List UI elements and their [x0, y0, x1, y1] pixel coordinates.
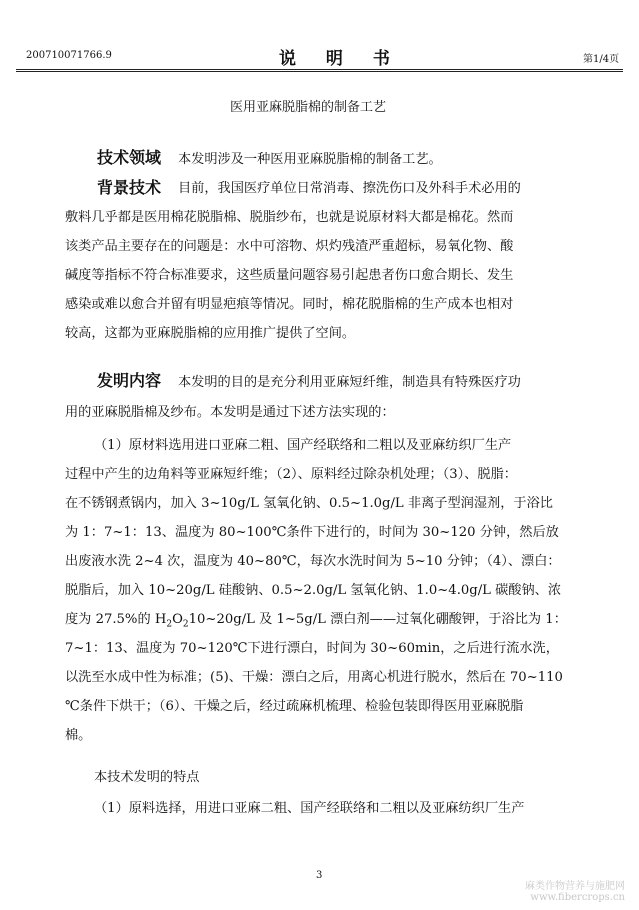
header-rule: [16, 69, 623, 70]
header-rule-secondary: [16, 71, 623, 72]
document-title: 说 明 书: [279, 49, 402, 69]
watermark: [510, 881, 625, 903]
features-heading: 本技术发明的特点: [94, 770, 200, 785]
background-line: 敷料几乎都是医用棉花脱脂棉、脱脂纱布，也就是说原材料大都是棉花。然而: [65, 210, 514, 225]
tech-field-text: 本发明涉及一种医用亚麻脱脂棉的制备工艺。: [178, 152, 442, 167]
background-line: 感染或难以愈合并留有明显疤痕等情况。同时，棉花脱脂棉的生产成本也相对: [65, 297, 514, 312]
content-line: 为 1：7~1：13、温度为 80~100℃条件下进行的，时间为 30~120 分钟，然后放: [65, 525, 559, 540]
content-line: 出废液水洗 2~4 次，温度为 40~80℃，每次水洗时间为 5~10 分钟；（4）、漂白：: [65, 554, 561, 569]
background-line: 较高，这都为亚麻脱脂棉的应用推广提供了空间。: [65, 326, 356, 341]
background-line: 该类产品主要存在的问题是：水中可溶物、炽灼残渣严重超标，易氧化物、酸: [65, 239, 514, 254]
content-text: 度为 27.5%的 H: [65, 612, 167, 627]
content-line: [65, 608, 567, 630]
content-heading: 发明内容: [97, 371, 162, 390]
features-line: （1）原料选择，用进口亚麻二粗、国产经联络和二粗以及亚麻纺织厂生产: [94, 801, 525, 816]
page-label: 第1/4页: [583, 54, 620, 65]
content-line: 在不锈钢煮锅内，加入 3~10g/L 氢氧化钠、0.5~1.0g/L 非离子型润湿剂，于浴比: [65, 496, 553, 511]
content-line: 以洗至水成中性为标准；(5)、干燥：漂白之后，用离心机进行脱水，然后在 70~110: [65, 670, 563, 685]
subscript: 2: [182, 619, 189, 630]
content-line: 过程中产生的边角料等亚麻短纤维；（2）、原料经过除杂机处理；（3）、脱脂：: [65, 467, 517, 482]
patent-number: 200710071766.9: [26, 50, 112, 61]
tech-field-heading: 技术领域: [97, 148, 162, 167]
background-line: 碱度等指标不符合标准要求，这些质量问题容易引起患者伤口愈合期长、发生: [65, 268, 514, 283]
watermark-line: 麻类作物营养与施肥网: [525, 881, 625, 892]
background-heading: 背景技术: [97, 178, 162, 197]
content-line: 用的亚麻脱脂棉及纱布。本发明是通过下述方法实现的：: [65, 405, 395, 420]
invention-title: 医用亚麻脱脂棉的制备工艺: [230, 100, 387, 115]
content-line: （1）原材料选用进口亚麻二粗、国产经联络和二粗以及亚麻纺织厂生产: [94, 438, 512, 453]
content-text: 10~20g/L 及 1~5g/L 漂白剂——过氧化硼酸钾，于浴比为 1：: [188, 612, 567, 627]
watermark-line: www.fibercrops.cn: [530, 892, 625, 903]
page-number: 3: [316, 870, 323, 881]
content-line: ℃条件下烘干；（6）、干燥之后，经过疏麻机梳理、检验包装即得医用亚麻脱脂: [65, 699, 524, 714]
subscript: 2: [166, 619, 173, 630]
content-line: 棉。: [65, 728, 92, 743]
content-line: 本发明的目的是充分利用亚麻短纤维，制造具有特殊医疗功: [178, 375, 521, 390]
background-line: 目前，我国医疗单位日常消毒、擦洗伤口及外科手术必用的: [178, 181, 521, 196]
content-line: 7~1：13、温度为 70~120℃下进行漂白，时间为 30~60min，之后进行流水洗，: [65, 641, 559, 656]
content-line: 脱脂后，加入 10~20g/L 硅酸钠、0.5~2.0g/L 氢氧化钠、1.0~4.0g/L 碳酸钠、浓: [65, 583, 562, 598]
content-text: O: [172, 612, 183, 627]
